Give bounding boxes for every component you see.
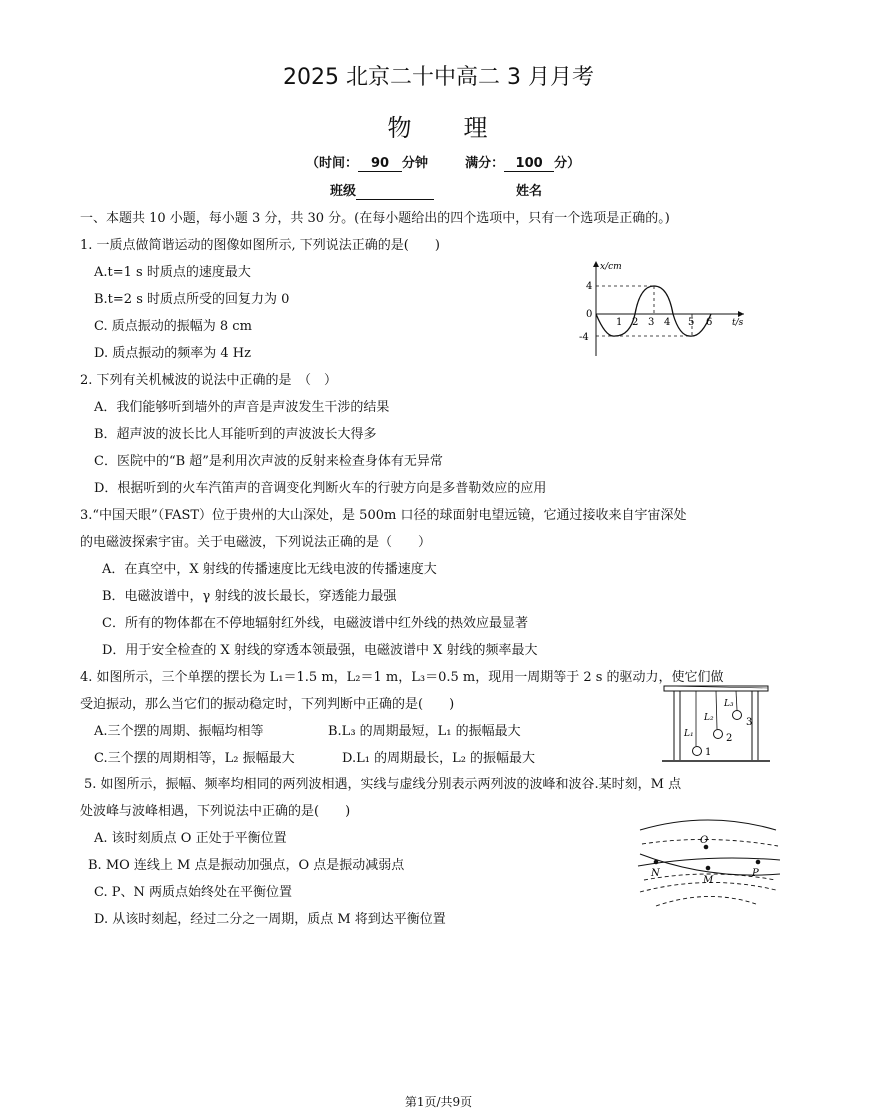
graph-tick-4: 4 bbox=[664, 317, 671, 328]
point-n bbox=[654, 860, 659, 865]
subject-char-1: 物 bbox=[387, 114, 414, 142]
pendulum-bob-2 bbox=[714, 730, 723, 739]
graph-tick-1: 1 bbox=[616, 317, 623, 328]
time-value: 90 bbox=[358, 157, 402, 172]
q2-option-d: D．根据听到的火车汽笛声的音调变化判断火车的行驶方向是多普勒效应的应用 bbox=[94, 481, 547, 496]
pendulum-bob-3-label: 3 bbox=[746, 717, 753, 728]
subject-title bbox=[0, 108, 877, 143]
graph-tick-2: 2 bbox=[632, 317, 639, 328]
pendulum-bob-1 bbox=[693, 747, 702, 756]
q5-option-b: B. MO 连线上 M 点是振动加强点，O 点是振动减弱点 bbox=[88, 858, 405, 873]
time-label: （时间： bbox=[306, 156, 359, 171]
graph-tick-3: 3 bbox=[648, 317, 655, 328]
graph-y-label: x/cm bbox=[600, 262, 622, 272]
label-n: N bbox=[651, 868, 660, 879]
score-unit: 分） bbox=[554, 156, 581, 171]
subject-char-2: 理 bbox=[463, 114, 490, 142]
graph-y-zero: 0 bbox=[586, 309, 593, 320]
q1-option-b: B.t=2 s 时质点所受的回复力为 0 bbox=[94, 292, 290, 307]
name-label: 姓名 bbox=[516, 184, 543, 199]
q1-option-a: A.t=1 s 时质点的速度最大 bbox=[94, 265, 251, 280]
q1-stem: 1. 一质点做简谐运动的图像如图所示, 下列说法正确的是( ) bbox=[80, 238, 440, 253]
exam-title: 2025 北京二十中高二 3 月月考 bbox=[283, 65, 594, 90]
pendulum-l3-label: L₃ bbox=[724, 699, 734, 709]
point-p bbox=[756, 860, 761, 865]
label-o: O bbox=[700, 835, 709, 846]
graph-tick-5: 5 bbox=[688, 317, 695, 328]
page-footer: 第1页/共9页 bbox=[404, 1095, 473, 1109]
section-intro: 一、本题共 10 小题，每小题 3 分，共 30 分。(在每小题给出的四个选项中，只有一个选项是正确的。) bbox=[80, 211, 670, 226]
q1-option-d: D. 质点振动的频率为 4 Hz bbox=[94, 346, 251, 361]
pendulum-bob-3 bbox=[733, 711, 742, 720]
class-label: 班级 bbox=[330, 184, 357, 199]
q3-option-b: B．电磁波谱中，γ 射线的波长最长，穿透能力最强 bbox=[102, 589, 397, 604]
q4-option-b: B.L₃ 的周期最短，L₁ 的振幅最大 bbox=[328, 724, 521, 739]
point-m bbox=[706, 866, 711, 871]
q5-wave-interference-figure bbox=[636, 816, 786, 912]
q3-option-a: A．在真空中，X 射线的传播速度比无线电波的传播速度大 bbox=[102, 562, 437, 577]
q3-option-d: D．用于安全检查的 X 射线的穿透本领最强，电磁波谱中 X 射线的频率最大 bbox=[102, 643, 538, 658]
class-field bbox=[330, 180, 434, 200]
q4-option-c: C.三个摆的周期相等，L₂ 振幅最大 bbox=[94, 751, 295, 766]
exam-meta bbox=[306, 152, 580, 172]
graph-sine-curve bbox=[596, 286, 711, 336]
q5-option-a: A. 该时刻质点 O 正处于平衡位置 bbox=[94, 831, 287, 846]
q4-option-a: A.三个摆的周期、振幅均相等 bbox=[94, 724, 264, 739]
q3-stem-line1: 3.“中国天眼”（FAST）位于贵州的大山深处，是 500m 口径的球面射电望远镜，它通过接收来自宇宙深处 bbox=[80, 508, 687, 523]
time-unit: 分钟 bbox=[402, 156, 429, 171]
q2-option-c: C．医院中的“B 超”是利用次声波的反射来检查身体有无异常 bbox=[94, 454, 443, 469]
q2-stem: 2. 下列有关机械波的说法中正确的是 （ ） bbox=[80, 373, 338, 388]
q5-option-d: D. 从该时刻起，经过二分之一周期，质点 M 将到达平衡位置 bbox=[94, 912, 446, 927]
q4-option-d: D.L₁ 的周期最长，L₂ 的振幅最大 bbox=[342, 751, 536, 766]
graph-y-top: 4 bbox=[586, 281, 593, 292]
q3-stem-line2: 的电磁波探索宇宙。关于电磁波，下列说法正确的是（ ） bbox=[80, 535, 432, 550]
graph-t-label: t/s bbox=[732, 318, 744, 328]
q5-stem-line1: 5. 如图所示，振幅、频率均相同的两列波相遇，实线与虚线分别表示两列波的波峰和波谷.某时刻，M 点 bbox=[84, 777, 682, 792]
q5-option-c: C. P、N 两质点始终处在平衡位置 bbox=[94, 885, 293, 900]
score-label: 满分： bbox=[465, 156, 505, 171]
q2-option-b: B．超声波的波长比人耳能听到的声波波长大得多 bbox=[94, 427, 377, 442]
graph-y-bottom: -4 bbox=[579, 332, 589, 343]
q2-option-a: A．我们能够听到墙外的声音是声波发生干涉的结果 bbox=[94, 400, 390, 415]
pendulum-bob-1-label: 1 bbox=[705, 747, 712, 758]
q3-option-c: C．所有的物体都在不停地辐射红外线，电磁波谱中红外线的热效应最显著 bbox=[102, 616, 528, 631]
q1-vibration-graph bbox=[574, 256, 754, 360]
graph-tick-6: 6 bbox=[706, 317, 713, 328]
pendulum-l1-label: L₁ bbox=[684, 729, 694, 739]
q4-stem-line1: 4. 如图所示，三个单摆的摆长为 L₁＝1.5 m，L₂＝1 m，L₃＝0.5 m，现用一周期等于 2 s 的驱动力，使它们做 bbox=[80, 670, 724, 685]
pendulum-l2-label: L₂ bbox=[704, 713, 714, 723]
q5-stem-line2: 处波峰与波峰相遇，下列说法中正确的是( ) bbox=[80, 804, 351, 819]
q1-option-c: C. 质点振动的振幅为 8 cm bbox=[94, 319, 252, 334]
q4-pendulum-figure bbox=[660, 684, 776, 766]
label-p: P bbox=[752, 868, 759, 879]
pendulum-bob-2-label: 2 bbox=[726, 733, 733, 744]
q4-stem-line2: 受迫振动，那么当它们的振动稳定时，下列判断中正确的是( ) bbox=[80, 697, 455, 712]
score-value: 100 bbox=[504, 157, 554, 172]
label-m: M bbox=[703, 875, 714, 886]
